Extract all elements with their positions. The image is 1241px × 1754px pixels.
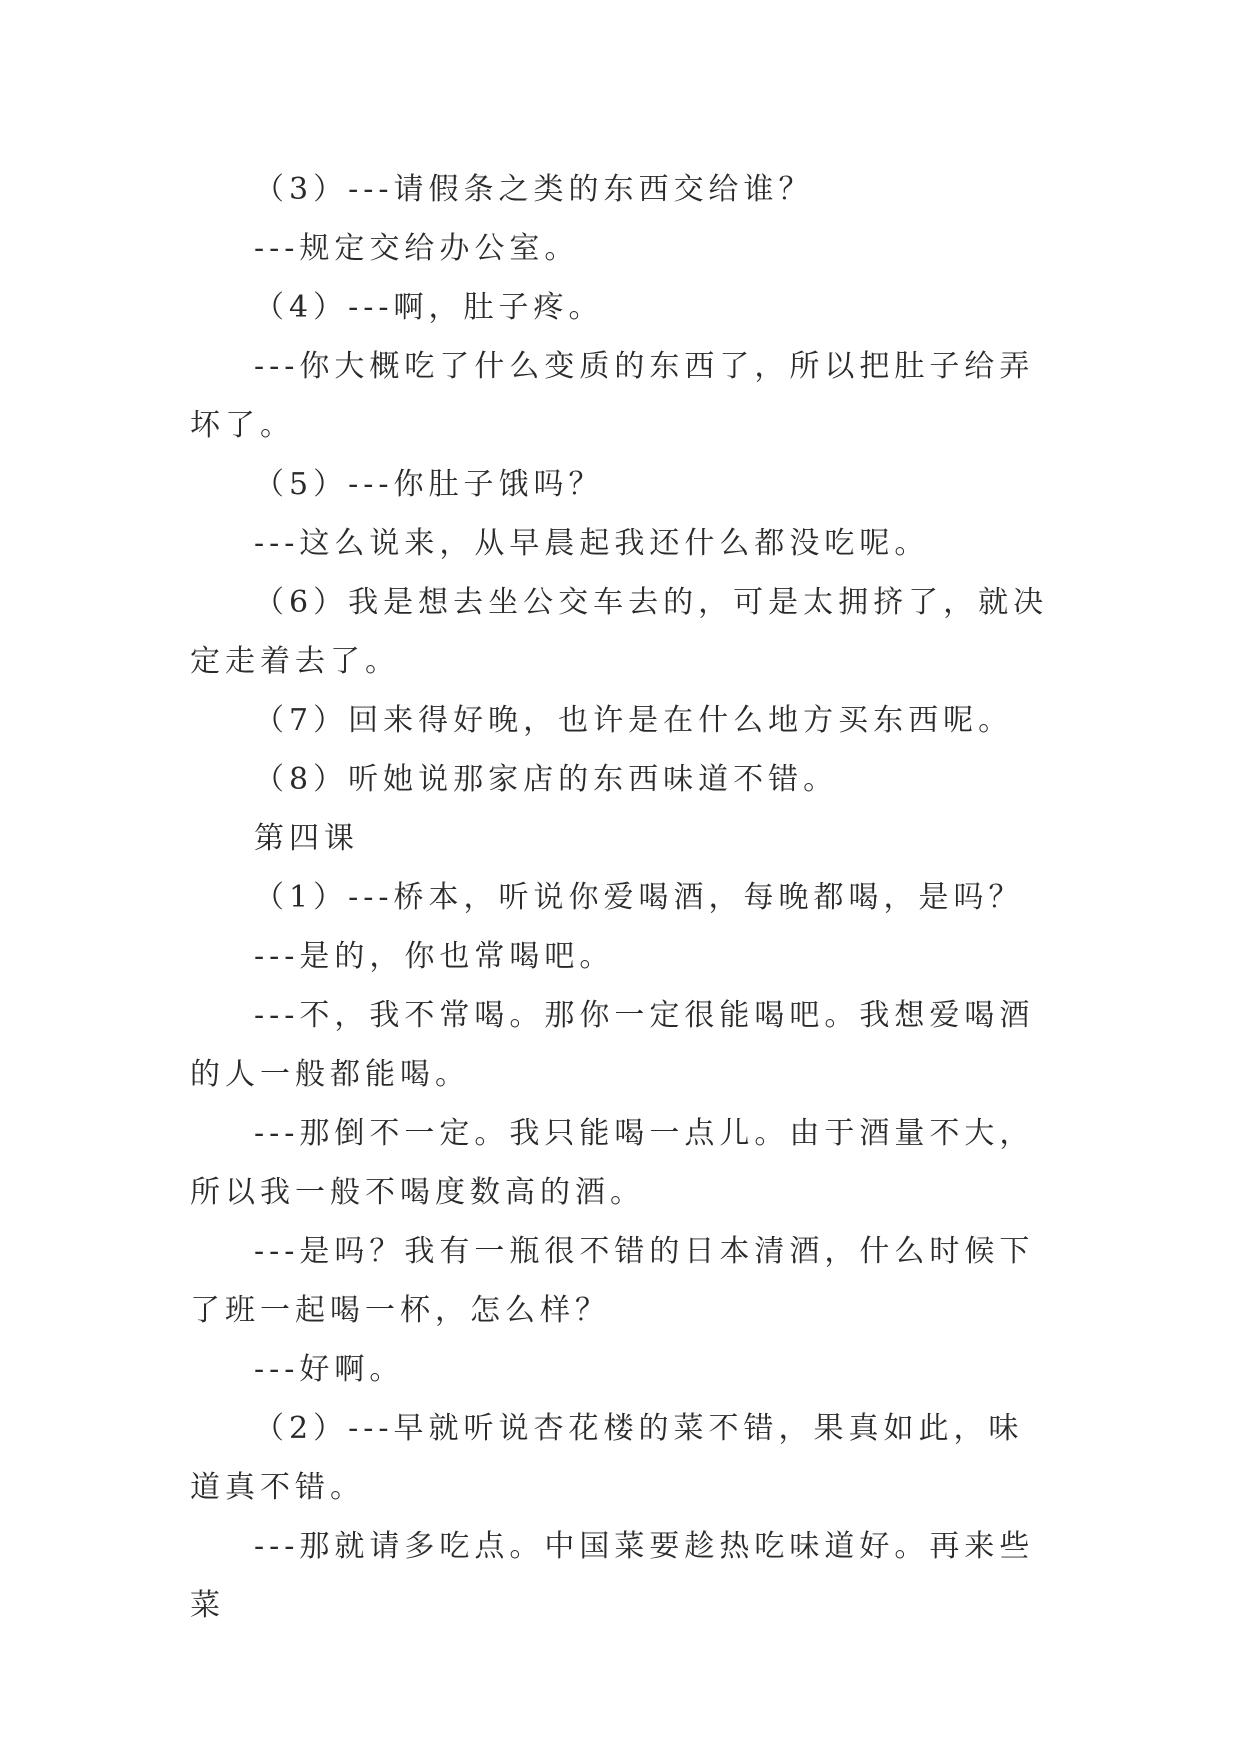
paragraph: ---那就请多吃点。中国菜要趁热吃味道好。再来些菜 xyxy=(190,1529,1035,1623)
paragraph: ---不，我不常喝。那你一定很能喝吧。我想爱喝酒的人一般都能喝。 xyxy=(190,998,1035,1092)
paragraph: ---规定交给办公室。 xyxy=(254,231,580,266)
section-heading: 第四课 xyxy=(254,821,359,856)
paragraph: ---那倒不一定。我只能喝一点儿。由于酒量不大，所以我一般不喝度数高的酒。 xyxy=(190,1116,1035,1210)
paragraph: （3）---请假条之类的东西交给谁？ xyxy=(254,172,814,207)
document-body xyxy=(190,160,1052,1635)
paragraph: （2）---早就听说杏花楼的菜不错，果真如此，味道真不错。 xyxy=(190,1411,1024,1505)
paragraph: （5）---你肚子饿吗？ xyxy=(254,467,604,502)
paragraph: （1）---桥本，听说你爱喝酒，每晚都喝，是吗？ xyxy=(254,880,1024,915)
paragraph: ---是吗？我有一瓶很不错的日本清酒，什么时候下了班一起喝一杯，怎么样？ xyxy=(190,1234,1035,1328)
paragraph: ---你大概吃了什么变质的东西了，所以把肚子给弄坏了。 xyxy=(190,349,1035,443)
paragraph: （8）听她说那家店的东西味道不错。 xyxy=(254,762,839,797)
paragraph: （7）回来得好晚，也许是在什么地方买东西呢。 xyxy=(254,703,1014,738)
paragraph: ---好啊。 xyxy=(254,1352,405,1387)
paragraph: （6）我是想去坐公交车去的，可是太拥挤了，就决定走着去了。 xyxy=(190,585,1049,679)
paragraph: ---是的，你也常喝吧。 xyxy=(254,939,615,974)
paragraph: （4）---啊，肚子疼。 xyxy=(254,290,604,325)
paragraph: ---这么说来，从早晨起我还什么都没吃呢。 xyxy=(254,526,930,561)
